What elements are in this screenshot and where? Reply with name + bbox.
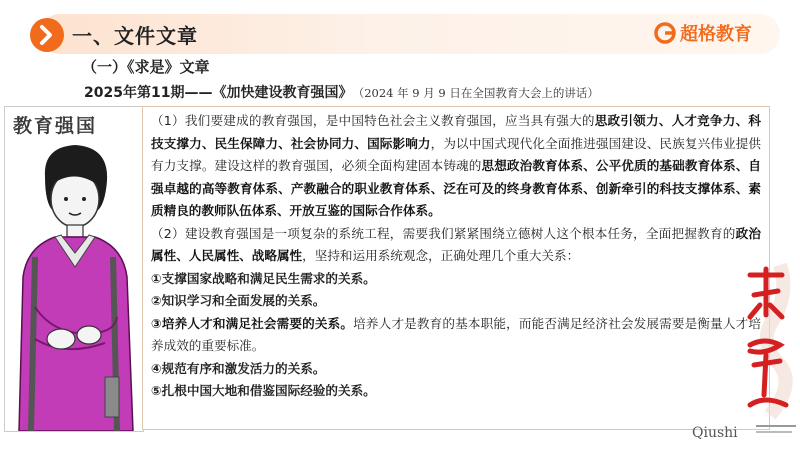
illustration-caption: 教育强国 <box>13 115 98 137</box>
illustration-panel <box>4 106 144 432</box>
article-note: （2024 年 9 月 9 日在全国教育大会上的讲话） <box>358 86 599 100</box>
student-illustration <box>5 107 143 431</box>
relation-item-2: ②知识学习和全面发展的关系。 <box>151 293 326 308</box>
footer-mark-text: Qiushi <box>692 425 738 441</box>
page-title: 一、文件文章 <box>72 24 198 48</box>
paragraph-2: （2）建设教育强国是一项复杂的系统工程，需要我们紧紧围绕立德树人这个根本任务，全面把握教育的政治属性、人民属性、战略属性，坚持和运用系统观念，正确处理几个重大关系： <box>151 225 762 263</box>
relation-item-5: ⑤扎根中国大地和借鉴国际经验的关系。 <box>151 383 376 398</box>
qiushi-calligraphy-icon <box>720 255 800 425</box>
header-bar <box>0 0 800 58</box>
brand-name: 超格教育 <box>680 24 752 45</box>
qiushi-footer-logo <box>690 415 800 445</box>
brand-g-icon <box>654 22 676 44</box>
relation-item-3: ③培养人才和满足社会需要的关系。培养人才是教育的基本职能，而能否满足经济社会发展需要是衡量人才培养成效的重要标准。 <box>151 315 762 353</box>
article-heading <box>84 82 599 102</box>
relation-item-4: ④规范有序和激发活力的关系。 <box>151 360 326 376</box>
brand-logo <box>654 20 752 46</box>
relation-item-1: ①支撑国家战略和满足民生需求的关系。 <box>151 270 376 286</box>
article-title: 2025年第11期——《加快建设教育强国》 <box>84 85 353 101</box>
content-panel <box>142 106 770 430</box>
section-subtitle: （一）《求是》文章 <box>82 58 210 76</box>
paragraph-1: （1）我们要建成的教育强国，是中国特色社会主义教育强国，应当具有强大的思政引领力、人才竞争力、科技支撑力、民生保障力、社会协同力、国际影响力，为以中国式现代化全面推进强国建设、民族复兴伟业提供有力支撑。建设这样的教育强国，必须全面构建固本铸魂的思想政治教育体系、公平优质的基础教育体系、自强卓越的高等教育体系、产教融合的职业教育体系、泛在可及的终身教育体系、创新牵引的科技支撑体系、素质精良的教师队伍体系、开放互鉴的国际合作体系。 <box>151 113 762 218</box>
chevron-right-icon <box>30 18 64 52</box>
